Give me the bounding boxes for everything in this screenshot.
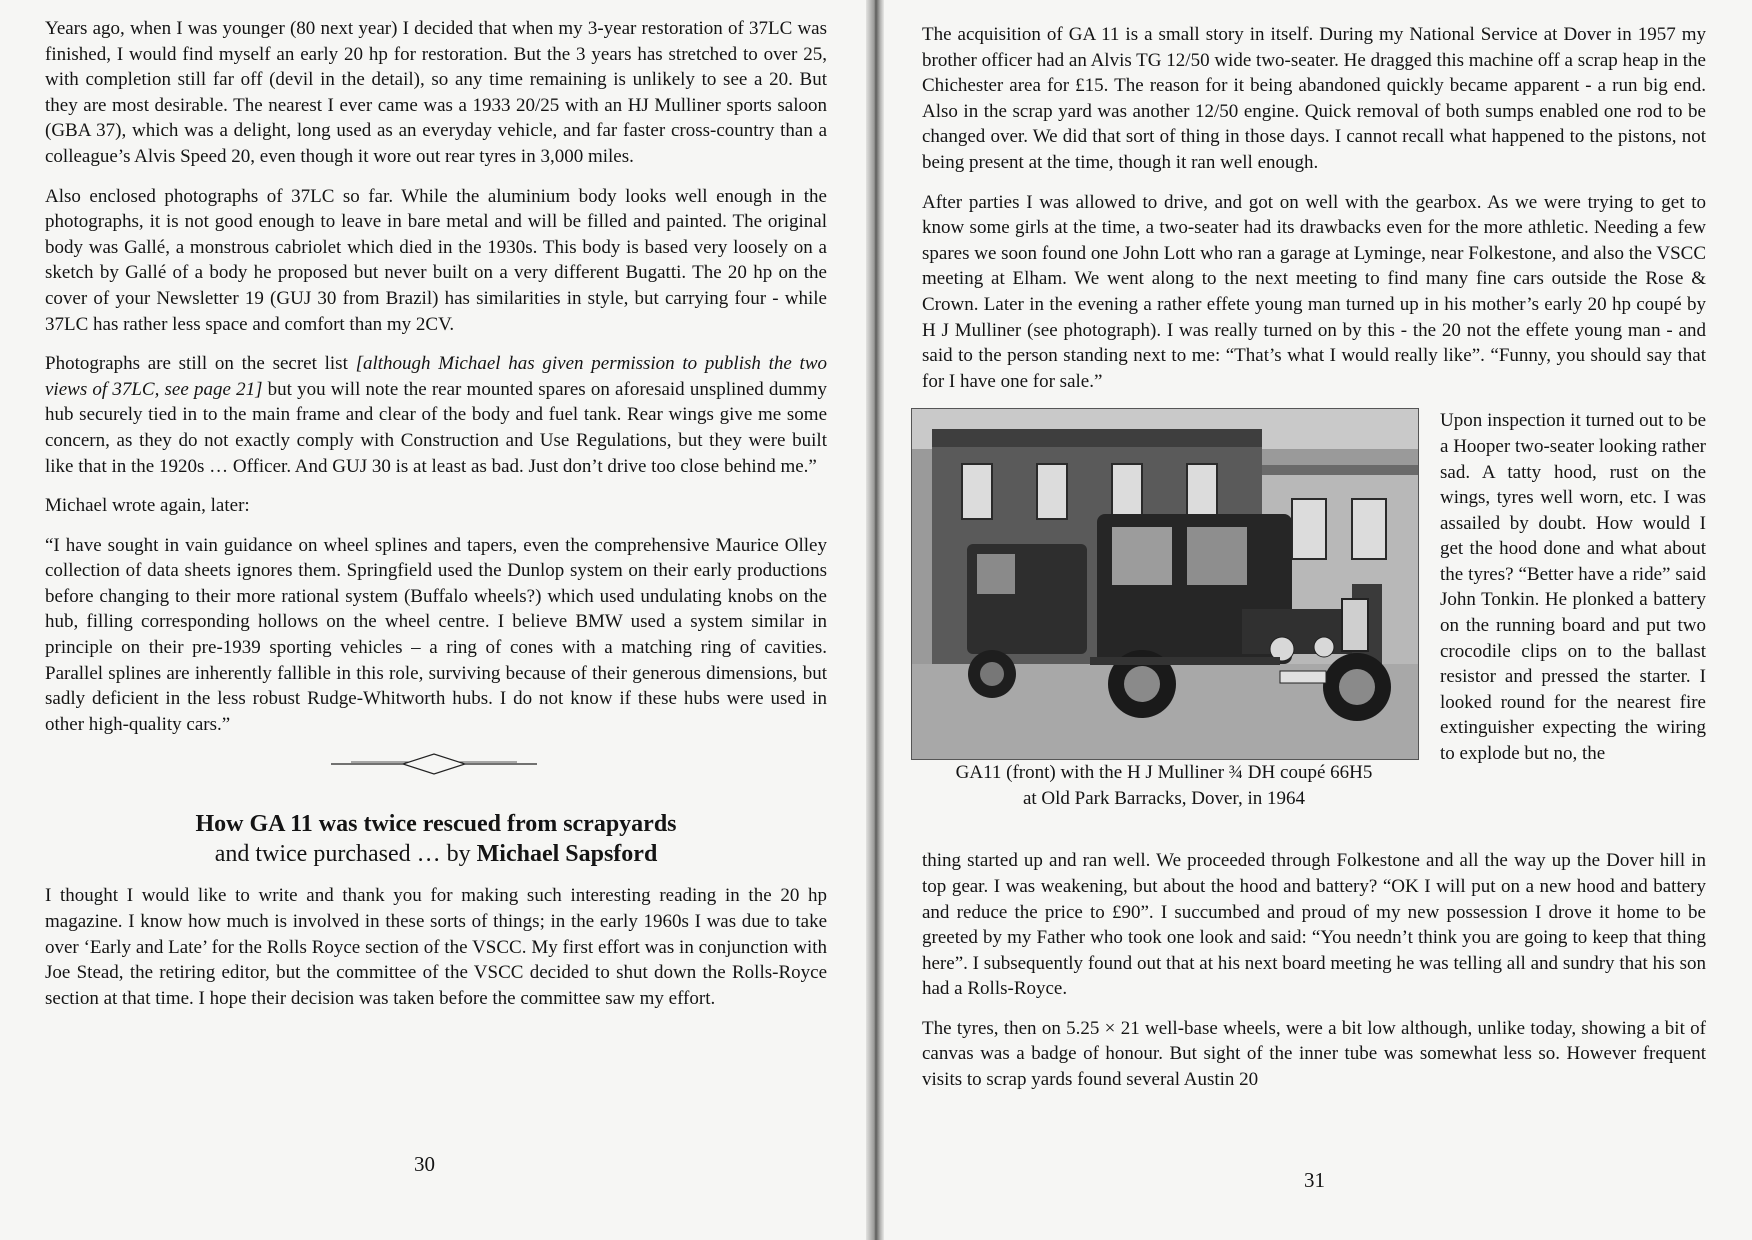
article-subtitle — [45, 839, 827, 869]
paragraph: The acquisition of GA 11 is a small story in itself. During my National Service at Dover in 1957 my brother officer had an Alvis TG 12/50 wide two-seater. He dragged this machine off a scrap heap in the Chichester area for £15. The reason for it being abandoned quickly became apparent - a run big end. Also in the scrap yard was another 12/50 engine. Quick removal of both sumps enabled one rod to be changed over. We did that sort of thing in those days. I cannot recall what happened to the pistons, not being present at the time, though it ran well enough. — [922, 24, 1706, 173]
photo-caption — [911, 760, 1417, 811]
left-column — [45, 16, 827, 1025]
subtitle-text: and twice purchased … by — [214, 841, 477, 868]
right-page — [884, 0, 1752, 1240]
paragraph: Michael wrote again, later: — [45, 495, 250, 517]
caption-line: GA11 (front) with the H J Mulliner ¾ DH coupé 66H5 — [955, 762, 1373, 784]
car-photo — [911, 408, 1419, 760]
wrapped-paragraph: Upon inspection it turned out to be a Hooper two-seater looking rather sad. A tatty hood, rust on the wings, tyres well worn, etc. I was assailed by doubt. How would I get the hood done and what about the tyres? “Better have a ride” said John Tonkin. He plonked a battery on the running board and put two crocodile clips on to the ballast resistor and pressed the starter. I looked round for the nearest fire extinguisher expecting the wiring to explode but no, the — [1440, 410, 1706, 765]
editor-note: [although Michael has given permission to publish the two views of 37LC, see page 21] — [45, 353, 827, 400]
left-page — [0, 0, 866, 1240]
paragraph — [45, 351, 827, 479]
caption-line: at Old Park Barracks, Dover, in 1964 — [1022, 787, 1306, 809]
article-heading — [45, 809, 827, 869]
paragraph: The tyres, then on 5.25 × 21 well-base wheels, were a bit low although, unlike today, showing a bit of canvas was a badge of honour. But sight of the inner tube was somewhat less so. However frequent visits to scrap yards found several Austin 20 — [922, 1017, 1706, 1091]
paragraph: “I have sought in vain guidance on wheel splines and tapers, even the comprehensive Maurice Olley collection of data sheets ignores them. Springfield used the Dunlop system on their early productions before changing to their more rational system (Buffalo wheels?) which used undulating knobs on the hub, filling corresponding hollows on the wheel centre. I believe BMW used a system similar in principle on their pre-1939 sporting vehicles – a ring of cones with a matching ring of cavities. Parallel splines are inherently fallible in this role, surviving because of their generous dimensions, but sadly deficient in the less robust Rudge-Whitworth hubs. I do not know if these hubs were used in other high-quality cars.” — [45, 534, 827, 735]
paragraph: After parties I was allowed to drive, and got on well with the gearbox. As we were trying to get to know some girls at the time, a two-seater had its drawbacks even for the more athletic. Needing a few spares we soon found one John Lott who ran a garage at Lyminge, near Folkestone, and also the VSCC meeting at Elham. We went along to the next meeting to find many fine cars outside the Rose & Crown. Later in the evening a rather effete young man turned up in his mother’s early 20 hp coupé by H J Mulliner (see photograph). I was really turned on by this - the 20 not the effete young man - and said to the person standing next to me: “That’s what I would really like”. “Funny, you should say that for I have one for sale.” — [922, 191, 1706, 392]
page-number: 30 — [414, 1152, 435, 1176]
author-name: Michael Sapsford — [476, 841, 658, 868]
book-gutter — [866, 0, 884, 1240]
page-number: 31 — [1304, 1168, 1325, 1192]
figure-block — [922, 408, 1706, 852]
paragraph-text: Photographs are still on the secret list — [45, 353, 356, 375]
photo-illustration — [912, 409, 1418, 759]
paragraph-text: but you will note the rear mounted spares on aforesaid unsplined dummy hub securely tied in to the main frame and clear of the body and fuel tank. Rear wings give me some concern, as they do not exactly comply with Construction and Use Regulations, but they were built like that in the 1920s … Officer. And GUJ 30 is at least as bad. Just don’t drive too close behind me.” — [45, 378, 827, 477]
paragraph: Years ago, when I was younger (80 next year) I decided that when my 3-year restoration of 37LC was finished, I would find myself an early 20 hp for restoration. But the 3 years has stretched to over 25, with completion still far off (devil in the detail), so any time remaining is unlikely to see a 20. But they are most desirable. The nearest I ever came was a 1933 20/25 with an HJ Mulliner sports saloon (GBA 37), which was a delight, long used as an everyday vehicle, and far faster cross-country than a colleague’s Alvis Speed 20, even though it wore out rear tyres in 3,000 miles. — [45, 18, 827, 167]
right-column — [922, 22, 1706, 1107]
ornament-divider — [331, 751, 537, 777]
paragraph: thing started up and ran well. We proceeded through Folkestone and all the way up the Dover hill in top gear. I was weakening, but about the hood and battery? “OK I will put on a new hood and battery and reduce the price to £90”. I succumbed and proud of my new possession I drove it home to be greeted by my Father who took one look and said: “You needn’t think you are going to keep that thing here”. I subsequently found out that at his next board meeting he was telling all and sundry that his son had a Rolls-Royce. — [922, 850, 1706, 1000]
article-title: How GA 11 was twice rescued from scrapyards — [195, 811, 677, 838]
paragraph: I thought I would like to write and thank you for making such interesting reading in the 20 hp magazine. I know how much is involved in these sorts of things; in the early 1960s I was due to take over ‘Early and Late’ for the Rolls Royce section of the VSCC. My first effort was in conjunction with Joe Stead, the retiring editor, but the committee of the VSCC decided to shut down the Rolls-Royce section at that time. I hope their decision was taken before the committee saw my effort. — [45, 885, 827, 1009]
paragraph: Also enclosed photographs of 37LC so far. While the aluminium body looks well enough in the photographs, it is not good enough to leave in bare metal and will be filled and painted. The original body was Gallé, a monstrous cabriolet which died in the 1930s. This body is based very loosely on a sketch by Gallé of a body he proposed but never built on a very different Bugatti. The 20 hp on the cover of your Newsletter 19 (GUJ 30 from Brazil) has similarities in style, but carrying four - while 37LC has rather less space and comfort than my 2CV. — [45, 185, 827, 335]
